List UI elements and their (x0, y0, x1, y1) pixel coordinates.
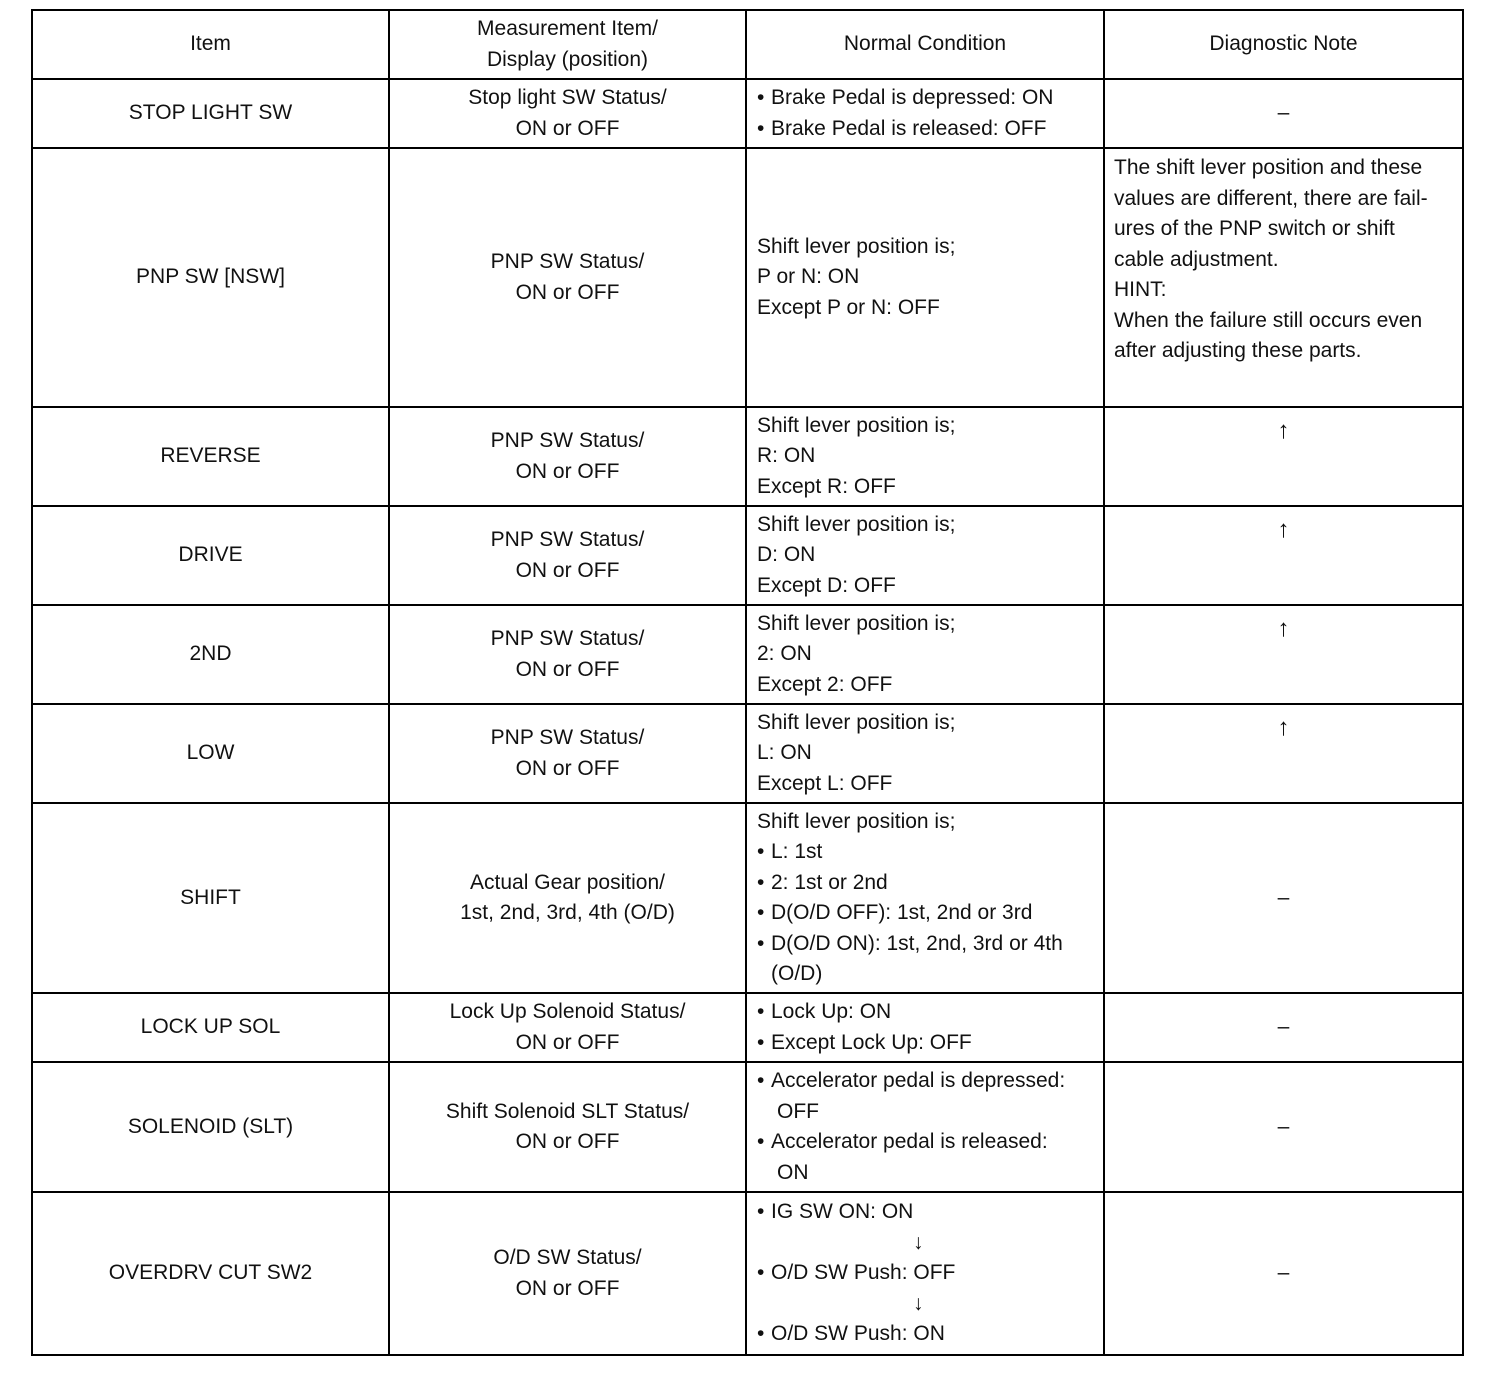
condition-line: L: ON (757, 741, 812, 765)
condition-line: 2: ON (757, 642, 812, 666)
measurement-line: Shift Solenoid SLT Status/ (445, 1099, 690, 1123)
measurement-cell (389, 993, 746, 1062)
note-line: after adjusting these parts. (1114, 339, 1362, 362)
condition-line: Except 2: OFF (757, 672, 893, 696)
table-row (32, 506, 1463, 605)
measurement-cell (389, 506, 746, 605)
note-cell: – (1104, 1192, 1463, 1355)
header-normal-condition: Normal Condition (746, 10, 1104, 79)
item-cell: REVERSE (32, 407, 389, 506)
condition-text: Accelerator pedal is released: (771, 1130, 1048, 1153)
condition-bullet: • D(O/D OFF): 1st, 2nd or 3rd (757, 901, 1033, 924)
note-line: When the failure still occurs even (1114, 308, 1423, 332)
condition-line: Except L: OFF (757, 771, 893, 795)
condition-text: Lock Up: ON (771, 1000, 892, 1023)
table-row (32, 704, 1463, 803)
condition-continuation: OFF (777, 1099, 819, 1123)
table-row (32, 148, 1463, 407)
note-cell: – (1104, 803, 1463, 993)
item-cell: LOW (32, 704, 389, 803)
note-cell (1104, 605, 1463, 704)
measurement-cell (389, 407, 746, 506)
header-item: Item (32, 10, 389, 79)
condition-cell (746, 148, 1104, 407)
condition-bullet: • Brake Pedal is released: OFF (757, 116, 1047, 140)
condition-cell (746, 407, 1104, 506)
table-row (32, 1192, 1463, 1355)
measurement-cell (389, 605, 746, 704)
condition-line: Except D: OFF (757, 573, 896, 597)
condition-cell (746, 1062, 1104, 1192)
note-line: cable adjustment. (1114, 247, 1279, 271)
condition-text: L: 1st (771, 840, 823, 863)
header-diagnostic-note: Diagnostic Note (1104, 10, 1463, 79)
measurement-line: ON or OFF (515, 459, 620, 483)
condition-cell (746, 1192, 1104, 1355)
condition-cell (746, 79, 1104, 148)
measurement-line: ON or OFF (515, 1276, 620, 1300)
condition-line: Shift lever position is; (757, 809, 956, 833)
note-hint-label: HINT: (1114, 278, 1167, 301)
condition-bullet: • O/D SW Push: OFF (757, 1261, 956, 1285)
condition-line: P or N: ON (757, 265, 860, 289)
measurement-line: PNP SW Status/ (490, 250, 645, 273)
table-row (32, 803, 1463, 993)
item-cell: OVERDRV CUT SW2 (32, 1192, 389, 1355)
condition-text: Brake Pedal is released: OFF (771, 116, 1047, 140)
measurement-line: ON or OFF (515, 280, 620, 304)
measurement-line: ON or OFF (515, 1030, 620, 1054)
measurement-line: ON or OFF (515, 1130, 620, 1153)
condition-line: Shift lever position is; (757, 512, 956, 536)
down-arrow-icon: ↓ (913, 1291, 924, 1315)
condition-text: IG SW ON: ON (771, 1200, 914, 1224)
measurement-line: Stop light SW Status/ (468, 86, 667, 109)
diagnostic-data-table (31, 9, 1464, 1356)
condition-line: Except R: OFF (757, 474, 896, 498)
item-cell: PNP SW [NSW] (32, 148, 389, 407)
condition-bullet: • IG SW ON: ON (757, 1200, 914, 1224)
condition-text: 2: 1st or 2nd (771, 870, 888, 894)
measurement-line: ON or OFF (515, 116, 620, 140)
header-measurement (389, 10, 746, 79)
measurement-line: PNP SW Status/ (490, 429, 645, 452)
measurement-line: ON or OFF (515, 558, 620, 582)
table-row (32, 993, 1463, 1062)
condition-bullet: • D(O/D ON): 1st, 2nd, 3rd or 4th (O/D) (757, 931, 1063, 985)
condition-text: Accelerator pedal is depressed: (771, 1069, 1066, 1092)
condition-bullet: • 2: 1st or 2nd (757, 870, 888, 894)
condition-bullet: • Accelerator pedal is depressed: (757, 1069, 1066, 1092)
up-arrow-icon: ↑ (1277, 417, 1290, 444)
note-cell: – (1104, 993, 1463, 1062)
up-arrow-icon: ↑ (1277, 516, 1290, 543)
condition-bullet: • Lock Up: ON (757, 1000, 892, 1023)
condition-cell (746, 803, 1104, 993)
measurement-cell (389, 1062, 746, 1192)
up-arrow-icon: ↑ (1277, 714, 1290, 741)
note-line: The shift lever position and these (1114, 156, 1423, 179)
condition-text: Brake Pedal is depressed: ON (771, 86, 1054, 109)
table-row (32, 79, 1463, 148)
condition-bullet: • O/D SW Push: ON (757, 1322, 945, 1346)
condition-line: Shift lever position is; (757, 234, 956, 258)
header-measurement-line2: Display (position) (486, 47, 649, 71)
condition-bullet: • L: 1st (757, 840, 823, 863)
header-row (32, 10, 1463, 79)
item-cell: LOCK UP SOL (32, 993, 389, 1062)
measurement-cell (389, 803, 746, 993)
measurement-line: 1st, 2nd, 3rd, 4th (O/D) (460, 901, 675, 924)
condition-line: Shift lever position is; (757, 611, 956, 635)
condition-text: O/D SW Push: OFF (771, 1261, 956, 1285)
condition-text: D(O/D OFF): 1st, 2nd or 3rd (771, 901, 1033, 924)
condition-text: D(O/D ON): 1st, 2nd, 3rd or 4th (O/D) (771, 931, 1063, 985)
condition-cell (746, 605, 1104, 704)
note-cell (1104, 506, 1463, 605)
measurement-line: ON or OFF (515, 657, 620, 681)
condition-line: Except P or N: OFF (757, 295, 940, 319)
table-row (32, 1062, 1463, 1192)
down-arrow-icon: ↓ (913, 1230, 924, 1254)
header-measurement-line1: Measurement Item/ (477, 17, 658, 40)
measurement-line: PNP SW Status/ (490, 528, 645, 551)
measurement-cell (389, 148, 746, 407)
condition-text: Except Lock Up: OFF (771, 1030, 972, 1054)
item-cell: DRIVE (32, 506, 389, 605)
measurement-line: PNP SW Status/ (490, 726, 645, 749)
measurement-line: Lock Up Solenoid Status/ (449, 1000, 686, 1023)
note-line: values are different, there are fail- (1114, 186, 1428, 210)
table-row (32, 407, 1463, 506)
condition-cell (746, 704, 1104, 803)
condition-continuation: ON (777, 1160, 809, 1184)
condition-cell (746, 993, 1104, 1062)
measurement-cell (389, 79, 746, 148)
condition-bullet: • Brake Pedal is depressed: ON (757, 86, 1054, 109)
table-row (32, 605, 1463, 704)
up-arrow-icon: ↑ (1277, 615, 1290, 642)
note-cell: – (1104, 1062, 1463, 1192)
item-cell: SOLENOID (SLT) (32, 1062, 389, 1192)
condition-line: R: ON (757, 444, 816, 468)
condition-line: D: ON (757, 543, 816, 567)
item-cell: SHIFT (32, 803, 389, 993)
condition-bullet: • Except Lock Up: OFF (757, 1030, 972, 1054)
measurement-cell (389, 704, 746, 803)
note-cell (1104, 704, 1463, 803)
item-cell: STOP LIGHT SW (32, 79, 389, 148)
item-cell: 2ND (32, 605, 389, 704)
measurement-line: O/D SW Status/ (493, 1246, 642, 1269)
note-line: ures of the PNP switch or shift (1114, 217, 1395, 240)
measurement-line: PNP SW Status/ (490, 627, 645, 650)
note-cell (1104, 407, 1463, 506)
measurement-cell (389, 1192, 746, 1355)
measurement-line: Actual Gear position/ (470, 870, 665, 894)
note-cell (1104, 148, 1463, 407)
condition-line: Shift lever position is; (757, 710, 956, 734)
condition-text: O/D SW Push: ON (771, 1322, 945, 1346)
condition-line: Shift lever position is; (757, 413, 956, 437)
note-cell: – (1104, 79, 1463, 148)
condition-bullet: • Accelerator pedal is released: (757, 1130, 1048, 1153)
condition-cell (746, 506, 1104, 605)
measurement-line: ON or OFF (515, 756, 620, 780)
